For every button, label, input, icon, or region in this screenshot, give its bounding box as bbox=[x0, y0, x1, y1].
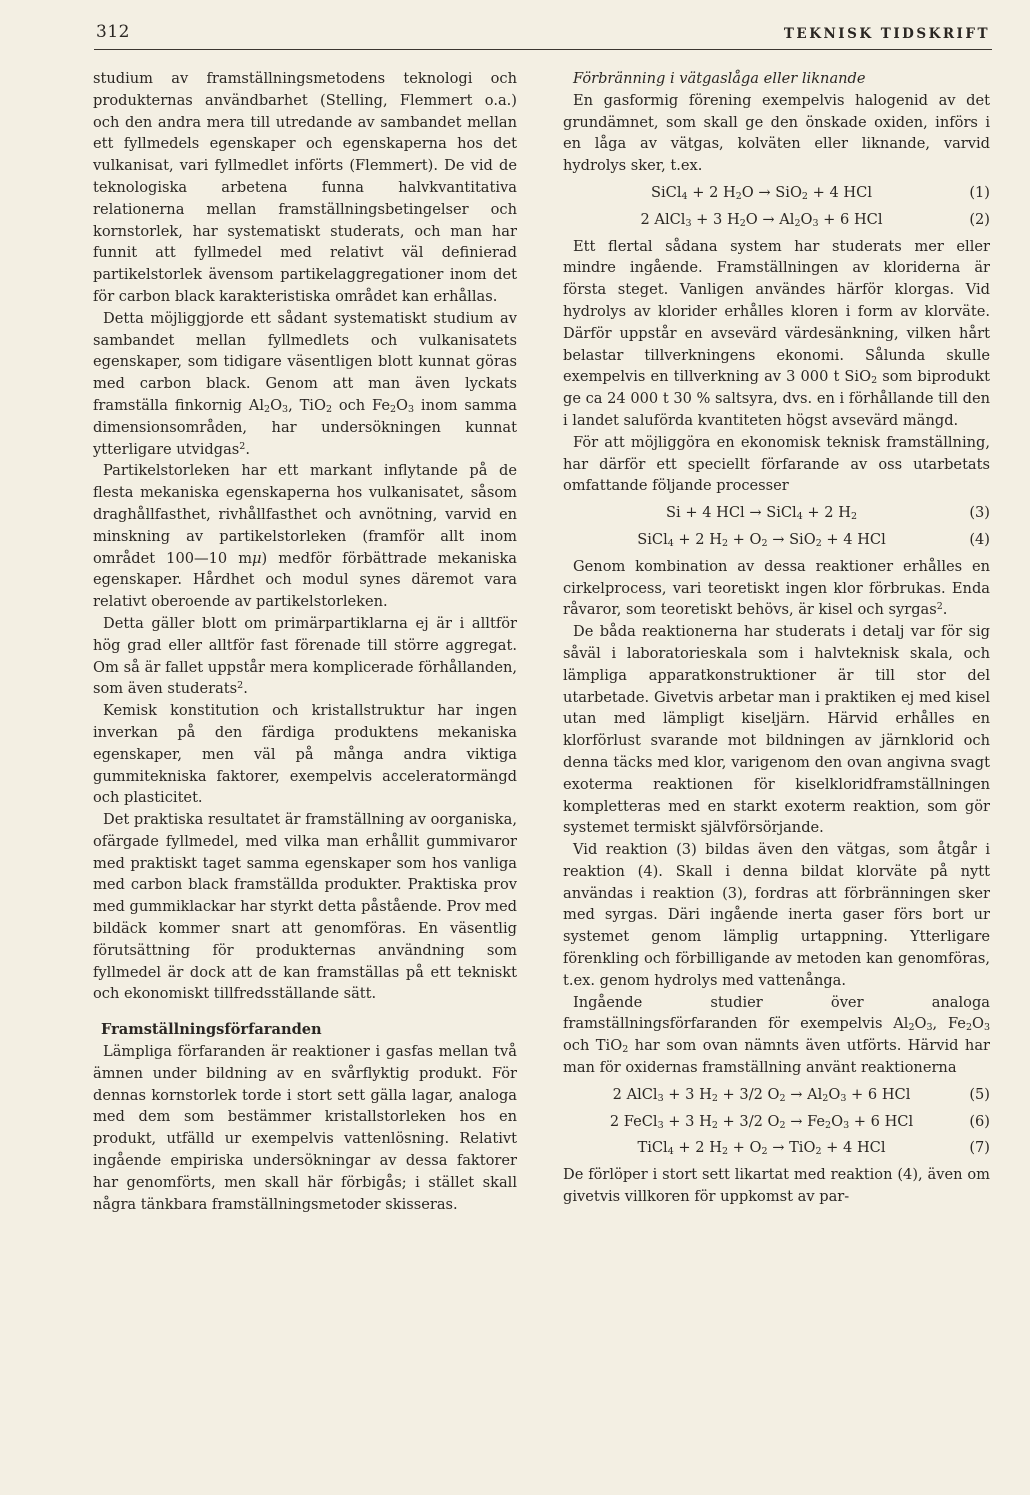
header-rule bbox=[94, 49, 992, 50]
equation-3: Si + 4 HCl → SiCl$_4$ + 2 $H_2$ (3) bbox=[666, 504, 990, 523]
equation-1: SiCl$_4$ + 2 $H_2O \to SiO_2 + 4$ HCl (1) bbox=[651, 183, 990, 202]
paragraph: Kemisk konstitution och kristallstruktur har ingen inverkan på den färdiga produktens mekaniska egenskaper, men väl på många andra viktiga gummitekniska faktorer, exempelvis acceleratormängd och plasticitet. bbox=[93, 702, 517, 807]
section-heading: Förbränning i vätgaslåga eller liknande bbox=[573, 70, 866, 87]
paragraph: De förlöper i stort sett likartat med reaktion (4), även om givetvis villkoren för uppkomst av par- bbox=[563, 1166, 990, 1206]
equation-4: SiCl$_4$ + 2 $H_2 + O_2 \to SiO_2 + 4$ HCl (4) bbox=[637, 530, 990, 549]
paragraph: Partikelstorleken har ett markant inflytande på de flesta mekaniska egenskaperna hos vulkanisatet, såsom draghållfasthet, rivhållfasthet och avnötning, varvid en minskning av partikelstorleken (framför allt inom området 100—10 mμ) medför förbättrade mekaniska egenskaper. Hårdhet och modul synes däremot vara relativt oberoende av partikelstorleken. bbox=[93, 462, 517, 611]
section-heading: Framställningsförfaranden bbox=[101, 1021, 322, 1039]
paragraph: Detta möjliggjorde ett sådant systematiskt studium av sambandet mellan fyllmedlets och vulkanisatets egenskaper, som tidigare väsentligen blott kunnat göras med carbon black. Genom att man även lyckats framställa finkornig $Al_2O_3$, TiO$_2$ och $Fe_2O_3$ inom samma dimensionsområden, har undersökningen kunnat ytterligare utvidgas$^2$. bbox=[93, 309, 517, 458]
paragraph: En gasformig förening exempelvis halogenid av det grundämnet, som skall ge den önskade oxiden, införs i en låga av vätgas, kolväten eller liknande, varvid hydrolys sker, t.ex. bbox=[563, 91, 990, 175]
paragraph: Ingående studier över analoga framställningsförfaranden för exempelvis $Al_2O_3$, $Fe_2O_3$ och TiO$_2$ har som ovan nämnts även utförts. Härvid har man för oxidernas framställning använt reaktionerna bbox=[563, 993, 990, 1077]
right-column bbox=[563, 68, 990, 1208]
paragraph: Genom kombination av dessa reaktioner erhålles en cirkelprocess, vari teoretiskt ingen klor förbrukas. Enda råvaror, som teoretiskt behövs, är kisel och syrgas$^2$. bbox=[563, 557, 990, 619]
equation-2: 2 AlCl$_3$ + 3 $H_2O \to Al_2O_3 + 6$ HCl (2) bbox=[640, 210, 990, 229]
paragraph: För att möjliggöra en ekonomisk teknisk framställning, har därför ett speciellt förfarande av oss utarbetats omfattande följande processer bbox=[563, 433, 990, 495]
left-column bbox=[93, 68, 517, 1215]
equation-7: TiCl$_4$ + 2 $H_2 + O_2 \to TiO_2 + 4$ HCl (7) bbox=[637, 1139, 990, 1158]
journal-title: TEKNISK TIDSKRIFT bbox=[783, 26, 990, 42]
paragraph: Lämpliga förfaranden är reaktioner i gasfas mellan två ämnen under bildning av en svårflyktig produkt. För dennas kornstorlek torde i stort sett gälla lagar, analoga med dem som bestämmer kristallstorleken hos en produkt, utfälld ur exempelvis vattenlösning. Relativt ingående empiriska undersökningar av dessa faktorer har genomförts, men skall här förbigås; i stället skall några tänkbara framställningsmetoder skisseras. bbox=[93, 1043, 517, 1213]
page-number: 312 bbox=[96, 22, 130, 42]
paragraph: Det praktiska resultatet är framställning av oorganiska, ofärgade fyllmedel, med vilka man erhållit gummivaror med praktiskt taget samma egenskaper som hos vanliga med carbon black framställda produkter. Praktiska prov med gummiklackar har styrkt detta påstående. Prov med bildäck kommer snart att genomföras. En väsentlig förutsättning för produkternas användning som fyllmedel är dock att de kan framställas på ett tekniskt och ekonomiskt tillfredsställande sätt. bbox=[93, 811, 517, 1003]
equation-6: 2 FeCl$_3$ + 3 $H_2 + 3/2$ $O_2 \to Fe_2O_3 + 6$ HCl (6) bbox=[609, 1112, 990, 1131]
equation-5: 2 AlCl$_3$ + 3 $H_2 + 3/2$ $O_2 \to Al_2O_3 + 6$ HCl (5) bbox=[612, 1085, 990, 1104]
paragraph: Ett flertal sådana system har studerats mer eller mindre ingående. Framställningen av kloriderna är första steget. Vanligen användes härför klorgas. Vid hydrolys av klorider erhålles kloren i form av klorväte. Därför uppstår en avsevärd värdesänkning, vilken hårt belastar tillverkningens ekonomi. Sålunda skulle exempelvis en tillverkning av 3 000 t SiO$_2$ som biprodukt ge ca 24 000 t 30 % saltsyra, dvs. en i förhållande till den i landet saluförda kvantiteten högst avsevärd mängd. bbox=[563, 237, 990, 429]
paragraph: studium av framställningsmetodens teknologi och produkternas användbarhet (Stelling, Flemmert o.a.) och den andra mera till utredande av sambandet mellan ett fyllmedels egenskaper och egenskaperna hos det vulkanisat, vari fyllmedlet införts (Flemmert). De vid de teknologiska arbetena funna halvkvantitativa relationerna mellan framställningsbetingelser och kornstorlek, har systematiskt studerats, och man har funnit att fyllmedel med relativt väl definierad partikelstorlek ävensom partikelaggregationer inom det för carbon black karakteristiska området kan erhållas. bbox=[93, 70, 517, 305]
paragraph: Detta gäller blott om primärpartiklarna ej är i alltför hög grad eller alltför fast förenade till större aggregat. Om så är fallet uppstår mera komplicerade förhållanden, som även studerats$^2$. bbox=[93, 614, 517, 698]
paragraph: De båda reaktionerna har studerats i detalj var för sig såväl i laboratorieskala som i halvteknisk skala, och lämpliga apparatkonstruktioner är till stor del utarbetade. Givetvis arbetar man i praktiken ej med kisel utan med lämpligt kiseljärn. Härvid erhålles en klorförlust svarande mot bildningen av järnklorid och denna täcks med klor, varigenom den ovan angivna svagt exoterma reaktionen för kiselkloridframställningen kompletteras med en starkt exoterm reaktion, som gör systemet termiskt självförsörjande. bbox=[563, 623, 990, 837]
paragraph: Vid reaktion (3) bildas även den vätgas, som åtgår i reaktion (4). Skall i denna bildat klorväte på nytt användas i reaktion (3), fordras att förbränningen sker med syrgas. Däri ingående inerta gaser förs bort ur systemet genom lämplig urtappning. Ytterligare förenkling och förbilligande av metoden kan genomföras, t.ex. genom hydrolys med vattenånga. bbox=[563, 841, 990, 989]
